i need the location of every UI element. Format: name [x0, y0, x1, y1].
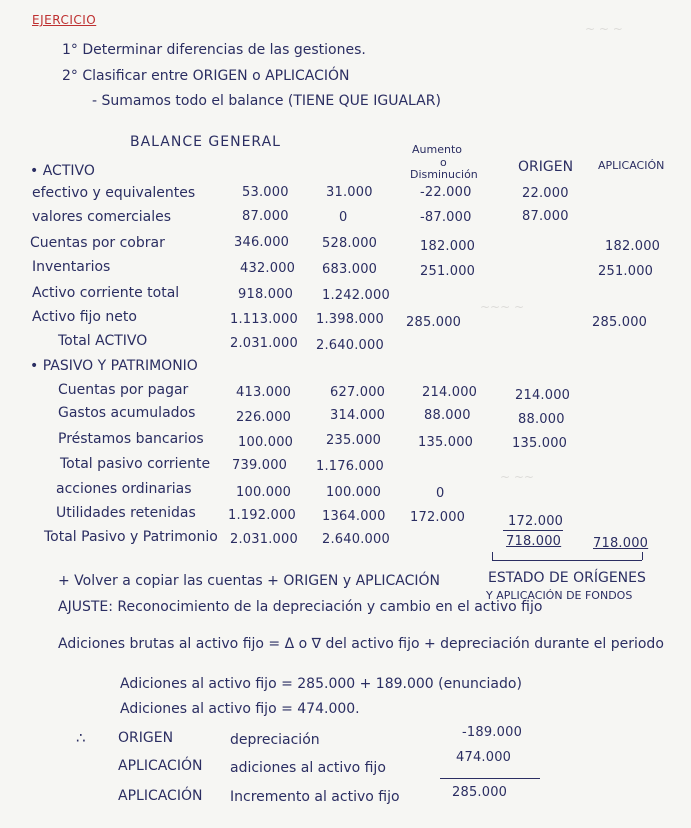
estado-bracket-left: [492, 552, 493, 560]
row-year1: 432.000: [240, 261, 296, 276]
row-label: Total Pasivo y Patrimonio: [44, 529, 218, 545]
row-year2: 100.000: [326, 485, 382, 500]
summary-desc: depreciación: [230, 732, 320, 748]
row-label: Gastos acumulados: [58, 405, 196, 421]
row-year2: 683.000: [322, 262, 378, 277]
row-difference: 251.000: [420, 264, 476, 279]
summary-desc: Incremento al activo fijo: [230, 789, 400, 805]
row-difference: 88.000: [424, 408, 471, 423]
row-year2: 31.000: [326, 185, 373, 200]
row-label: Activo fijo neto: [32, 309, 137, 325]
column-header-change-top: Aumento: [412, 143, 462, 156]
row-label: Total pasivo corriente: [60, 456, 211, 472]
row-year2: 1.176.000: [316, 459, 384, 474]
row-label: efectivo y equivalentes: [32, 185, 196, 201]
row-year1: 226.000: [236, 410, 292, 425]
row-year1: 87.000: [242, 209, 289, 224]
row-label: Total ACTIVO: [58, 333, 148, 349]
row-label: Utilidades retenidas: [56, 505, 196, 521]
row-year2: 1.398.000: [316, 312, 384, 327]
column-header-change-bottom: Disminución: [410, 168, 478, 181]
row-difference: 285.000: [406, 315, 462, 330]
row-difference: 135.000: [418, 435, 474, 450]
summary-value: 285.000: [452, 785, 508, 800]
step-1-text: 1° Determinar diferencias de las gestiones.: [62, 42, 366, 58]
total-origen: 718.000: [506, 534, 562, 549]
summary-desc: adiciones al activo fijo: [230, 760, 386, 776]
summary-value: 474.000: [456, 750, 512, 765]
row-label: Préstamos bancarios: [58, 431, 204, 447]
column-header-aplicacion: APLICACIÓN: [598, 159, 665, 172]
row-difference: 214.000: [422, 385, 478, 400]
column-header-change-mid: o: [440, 156, 447, 169]
summary-type: ORIGEN: [118, 730, 174, 746]
row-origen: 22.000: [522, 186, 569, 201]
summary-sum-line: [440, 778, 540, 779]
row-year1: 346.000: [234, 235, 290, 250]
row-year2: 0: [339, 210, 348, 225]
row-year2: 1364.000: [322, 509, 386, 524]
row-year1: 2.031.000: [230, 532, 298, 547]
row-year1: 413.000: [236, 385, 292, 400]
bleed-through-mark: ~ ~~: [500, 470, 534, 484]
row-label: Cuentas por pagar: [58, 382, 189, 398]
estado-bracket-line: [492, 560, 642, 561]
row-aplicacion: 251.000: [598, 264, 654, 279]
total-aplicacion: 718.000: [593, 536, 649, 551]
row-label: Cuentas por cobrar: [30, 235, 165, 251]
row-origen: 87.000: [522, 209, 569, 224]
row-label: Inventarios: [32, 259, 111, 275]
row-difference: 172.000: [410, 510, 466, 525]
row-year1: 1.192.000: [228, 508, 296, 523]
calc-line-1: Adiciones al activo fijo = 285.000 + 189.000 (enunciado): [120, 676, 522, 692]
row-aplicacion: 285.000: [592, 315, 648, 330]
row-difference: 0: [436, 486, 445, 501]
activo-heading: • ACTIVO: [30, 163, 95, 179]
formula-note: Adiciones brutas al activo fijo = Δ o ∇ del activo fijo + depreciación durante el periodo: [58, 636, 664, 652]
ajuste-note: AJUSTE: Reconocimiento de la depreciación y cambio en el activo fijo: [58, 599, 543, 615]
therefore-symbol: ∴: [76, 729, 86, 747]
estado-label-2: Y APLICACIÓN DE FONDOS: [486, 589, 633, 602]
row-difference: 182.000: [420, 239, 476, 254]
estado-bracket-right: [642, 552, 643, 560]
row-origen: 135.000: [512, 436, 568, 451]
balance-title: BALANCE GENERAL: [130, 134, 281, 150]
row-year2: 235.000: [326, 433, 382, 448]
row-origen: 88.000: [518, 412, 565, 427]
row-difference: -87.000: [420, 210, 472, 225]
row-year1: 2.031.000: [230, 336, 298, 351]
summary-type: APLICACIÓN: [118, 758, 203, 774]
summary-value: -189.000: [462, 725, 523, 740]
column-header-origen: ORIGEN: [518, 159, 574, 175]
bleed-through-mark: ~~~ ~: [480, 300, 525, 314]
row-year1: 1.113.000: [230, 312, 298, 327]
calc-line-2: Adiciones al activo fijo = 474.000.: [120, 701, 360, 717]
exercise-title: EJERCICIO: [32, 13, 97, 27]
row-year2: 528.000: [322, 236, 378, 251]
row-year1: 53.000: [242, 185, 289, 200]
row-year2: 627.000: [330, 385, 386, 400]
row-year1: 100.000: [236, 485, 292, 500]
row-origen: 214.000: [515, 388, 571, 403]
row-year2: 2.640.000: [322, 532, 390, 547]
row-year1: 100.000: [238, 435, 294, 450]
row-year2: 314.000: [330, 408, 386, 423]
step-3-text: - Sumamos todo el balance (TIENE QUE IGUALAR): [92, 93, 441, 109]
estado-label-1: ESTADO DE ORÍGENES: [488, 570, 646, 586]
pasivo-heading: • PASIVO Y PATRIMONIO: [30, 358, 198, 374]
row-difference: -22.000: [420, 185, 472, 200]
bleed-through-mark: ~ ~ ~: [585, 22, 623, 36]
step-2-text: 2° Clasificar entre ORIGEN o APLICACIÓN: [62, 68, 350, 84]
row-year1: 918.000: [238, 287, 294, 302]
origen-sum-line: [503, 530, 563, 531]
row-year2: 1.242.000: [322, 288, 390, 303]
row-year2: 2.640.000: [316, 338, 384, 353]
row-year1: 739.000: [232, 458, 288, 473]
copy-accounts-note: + Volver a copiar las cuentas + ORIGEN y APLICACIÓN: [58, 573, 441, 589]
summary-type: APLICACIÓN: [118, 788, 203, 804]
row-aplicacion: 182.000: [605, 239, 661, 254]
row-origen: 172.000: [508, 514, 564, 529]
row-label: Activo corriente total: [32, 285, 180, 301]
row-label: valores comerciales: [32, 209, 172, 225]
row-label: acciones ordinarias: [56, 481, 192, 497]
